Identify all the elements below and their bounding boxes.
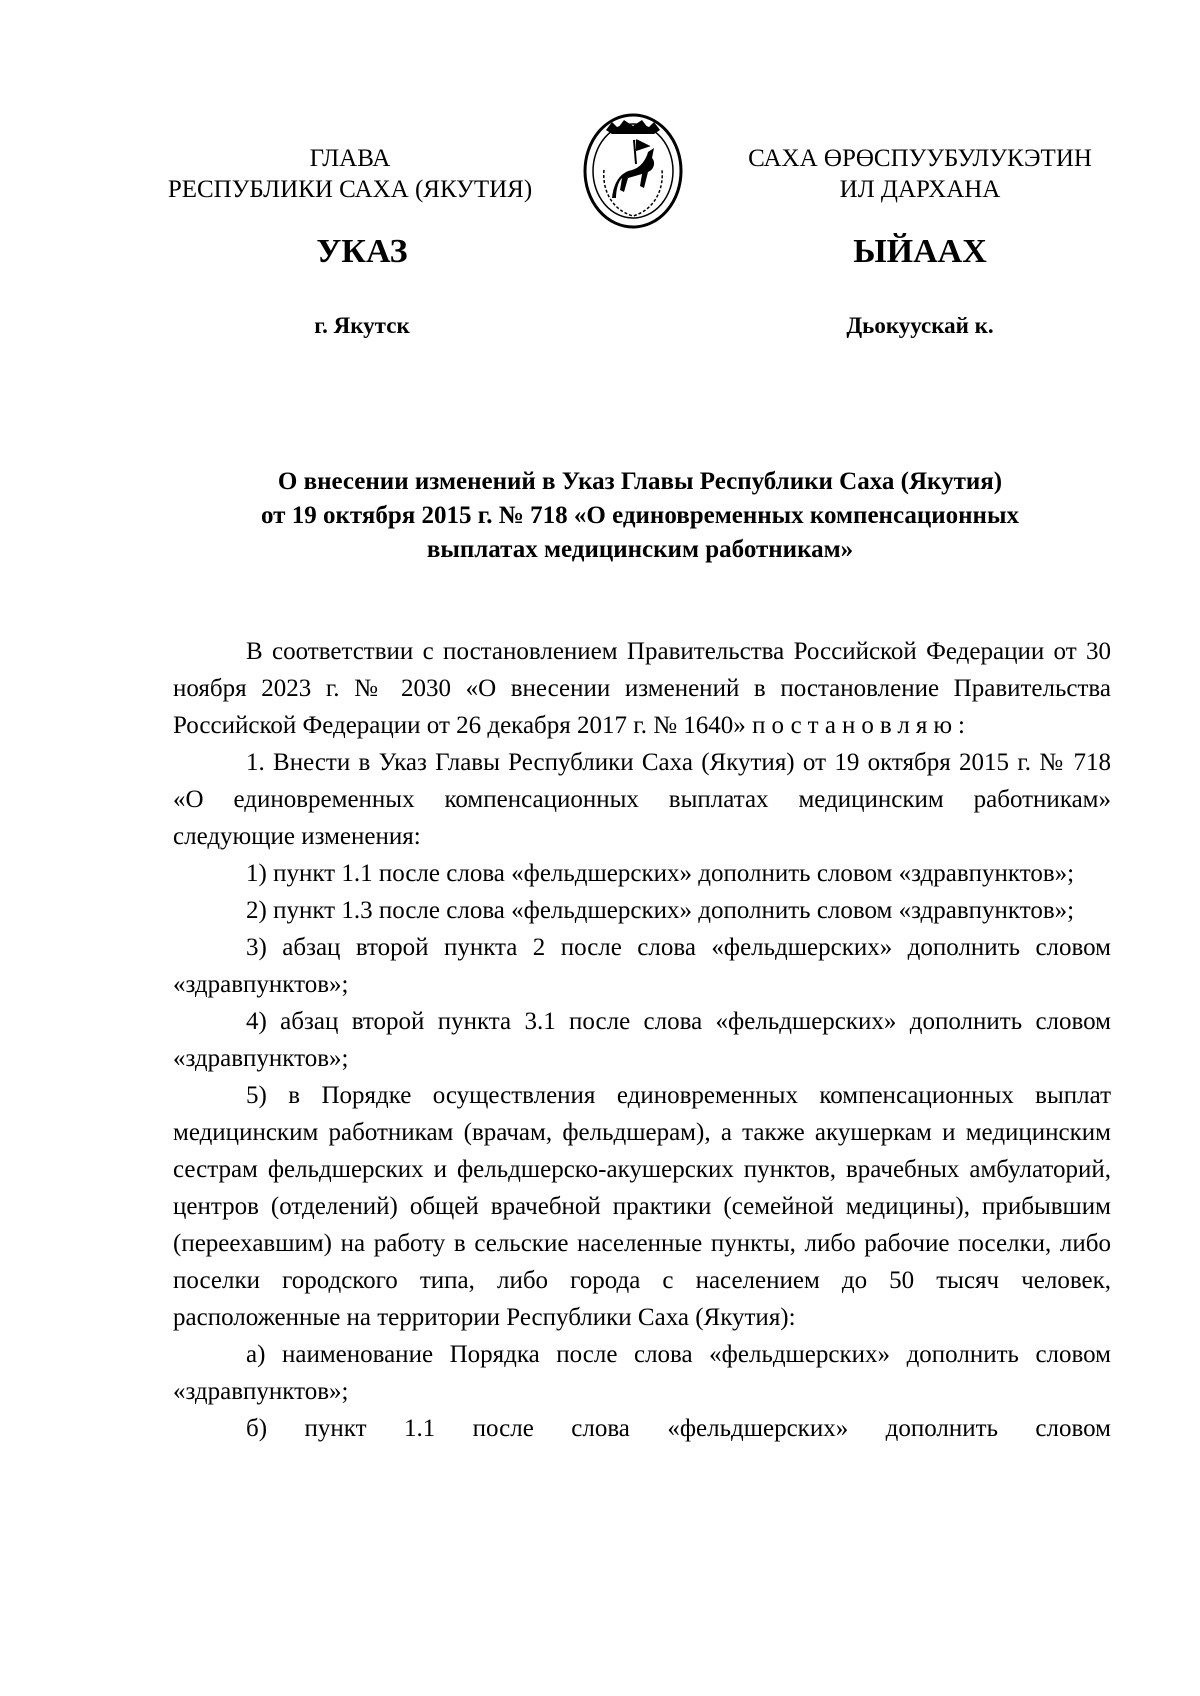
- paragraph-1-item-2: 2) пункт 1.3 после слова «фельдшерских» дополнить словом «здравпунктов»;: [246, 897, 1075, 924]
- preamble-paragraph: [173, 633, 1111, 744]
- republic-emblem-icon: [582, 110, 684, 232]
- document-title: [170, 465, 1110, 567]
- issuer-sakha: [720, 143, 1120, 205]
- issuer-sakha-line2: ИЛ ДАРХАНА: [839, 176, 1001, 203]
- issuer-sakha-line1: САХА ӨРӨСПУУБУЛУКЭТИН: [748, 145, 1092, 172]
- paragraph-1-item-5a: а) наименование Порядка после слова «фельдшерских» дополнить словом «здравпунктов»;: [173, 1341, 1111, 1405]
- document-body: [173, 633, 1111, 1447]
- paragraph-1-item-4: 4) абзац второй пункта 3.1 после слова «фельдшерских» дополнить словом «здравпунктов»;: [173, 1008, 1111, 1072]
- title-line2: от 19 октября 2015 г. № 718 «О единовременных компенсационных: [261, 502, 1019, 529]
- resolve-word: постановляю:: [752, 712, 971, 739]
- title-line3: выплатах медицинским работникам»: [426, 536, 854, 563]
- issuer-ru-line2: РЕСПУБЛИКИ САХА (ЯКУТИЯ): [167, 176, 533, 203]
- decree-label-sakha: ЫЙААХ: [853, 233, 987, 270]
- paragraph-1: 1. Внести в Указ Главы Республики Саха (Якутия) от 19 октября 2015 г. № 718 «О единовременных компенсационных выплатах медицинским работникам» следующие изменения:: [173, 749, 1111, 850]
- paragraph-1-item-5: 5) в Порядке осуществления единовременных компенсационных выплат медицинским работникам (врачам, фельдшерам), а также акушеркам и медицинским сестрам фельдшерских и фельдшерско-акушерских пунктов, врачебных амбулаторий, центров (отделений) общей врачебной практики (семейной медицины), прибывшим (переехавшим) на работу в сельские населенные пункты, либо рабочие поселки, либо поселки городского типа, либо города с населением до 50 тысяч человек, расположенные на территории Республики Саха (Якутия):: [173, 1082, 1111, 1331]
- issuer-ru: [140, 143, 560, 205]
- paragraph-1-item-5b: б) пункт 1.1 после слова «фельдшерских» дополнить словом: [246, 1415, 1111, 1442]
- paragraph-1-item-1: 1) пункт 1.1 после слова «фельдшерских» дополнить словом «здравпунктов»;: [246, 860, 1075, 887]
- city-ru: г. Якутск: [314, 313, 410, 338]
- title-line1: О внесении изменений в Указ Главы Республики Саха (Якутия): [277, 468, 1003, 495]
- paragraph-1-item-3: 3) абзац второй пункта 2 после слова «фельдшерских» дополнить словом «здравпунктов»;: [173, 934, 1111, 998]
- issuer-ru-line1: ГЛАВА: [309, 145, 391, 172]
- city-sakha: Дьокуускай к.: [846, 313, 994, 338]
- preamble-text: В соответствии с постановлением Правительства Российской Федерации от 30 ноября 2023 г. № 2030 «О внесении изменений в постановление Правительства Российской Федерации от 26 декабря 2017 г. № 1640»: [173, 638, 1111, 739]
- decree-label-ru: УКАЗ: [316, 233, 408, 270]
